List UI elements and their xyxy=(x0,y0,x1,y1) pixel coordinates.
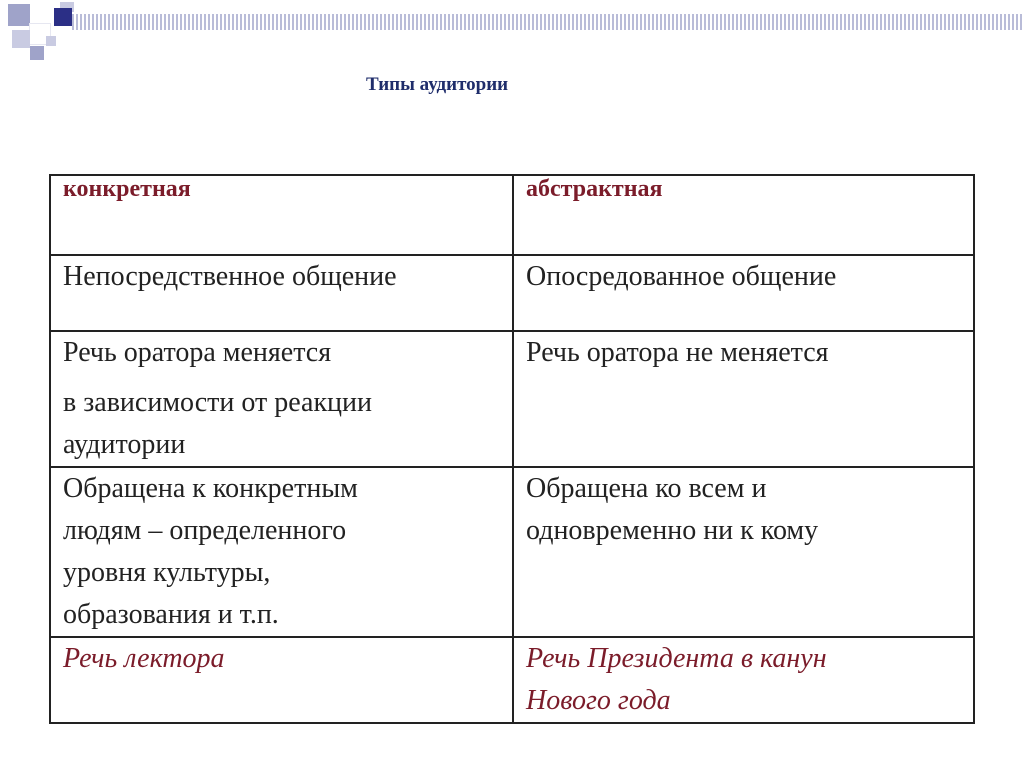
header-stripe xyxy=(72,14,1024,30)
deco-square xyxy=(30,46,44,60)
table-row xyxy=(50,637,974,723)
table-row xyxy=(50,331,974,467)
table-cell xyxy=(513,331,974,467)
table-cell xyxy=(513,467,974,637)
cell-line: уровня культуры, xyxy=(63,557,271,588)
deco-square xyxy=(54,8,72,26)
table-row xyxy=(50,467,974,637)
table-header-row xyxy=(50,175,974,255)
cell-line: Речь Президента в канун xyxy=(526,643,827,674)
cell-line: аудитории xyxy=(63,429,186,460)
table-cell xyxy=(50,637,513,723)
cell-line: Речь оратора не меняется xyxy=(526,337,829,368)
table-cell xyxy=(50,331,513,467)
cell-line: образования и т.п. xyxy=(63,599,279,630)
column-header-abstract: абстрактная xyxy=(513,175,974,255)
table-cell xyxy=(50,467,513,637)
table-row xyxy=(50,255,974,331)
column-header-concrete: конкретная xyxy=(50,175,513,255)
cell-line: Обращена ко всем и xyxy=(526,473,767,504)
cell-line: Речь лектора xyxy=(63,643,225,674)
slide-title: Типы аудитории xyxy=(366,74,509,95)
cell-line: Нового года xyxy=(526,685,671,716)
table-cell xyxy=(513,637,974,723)
cell-line: одновременно ни к кому xyxy=(526,515,819,546)
deco-square xyxy=(8,4,30,26)
deco-square xyxy=(46,36,56,46)
deco-square xyxy=(12,30,30,48)
comparison-table xyxy=(49,174,975,724)
cell-line: Речь оратора меняется xyxy=(63,337,332,368)
cell-line: Обращена к конкретным xyxy=(63,473,358,504)
cell-line: Опосредованное общение xyxy=(526,261,837,292)
table-cell xyxy=(50,255,513,331)
cell-line: Непосредственное общение xyxy=(63,261,397,292)
cell-line: в зависимости от реакции xyxy=(63,387,373,418)
table-cell xyxy=(513,255,974,331)
cell-line: людям – определенного xyxy=(63,515,347,546)
